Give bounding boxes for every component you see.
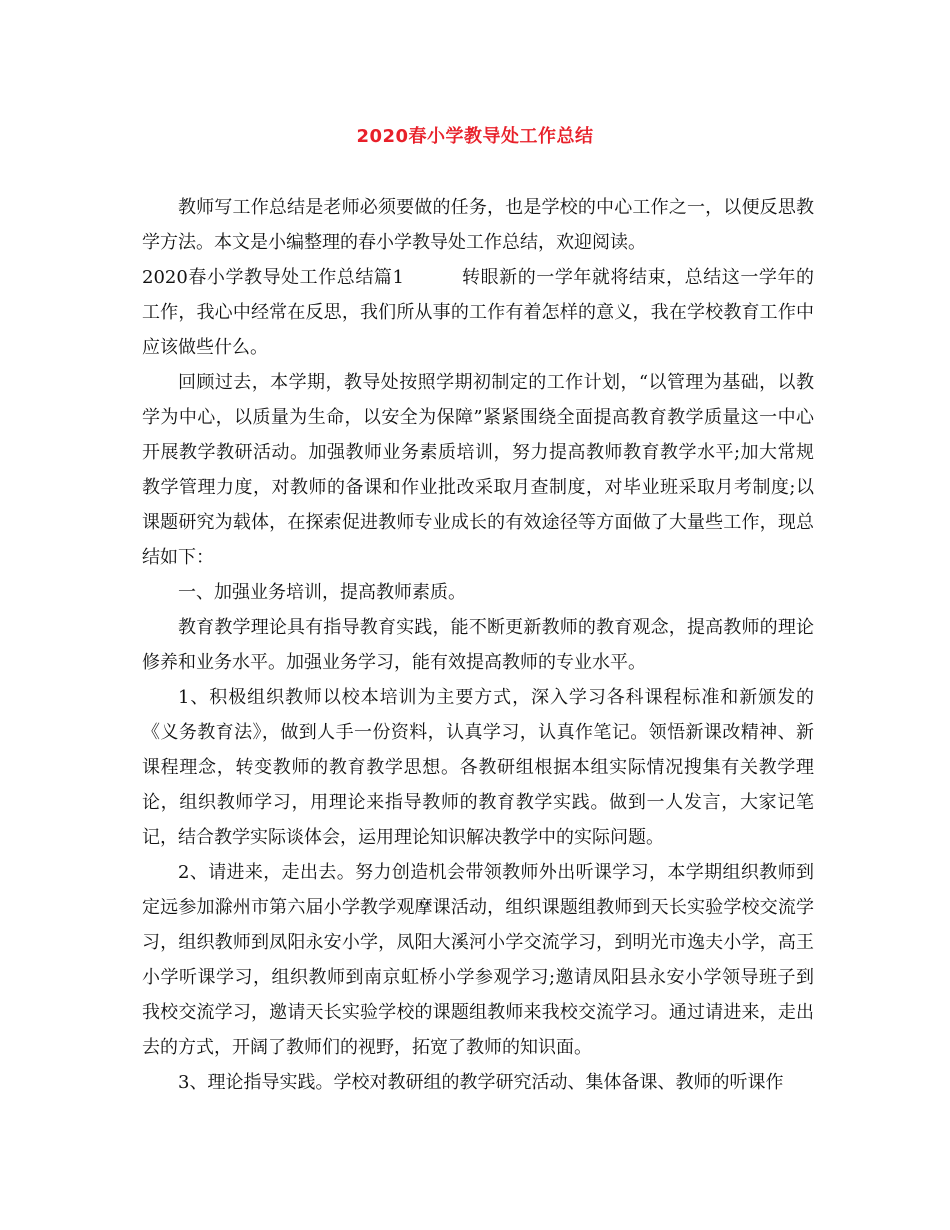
item-3-paragraph: 3、理论指导实践。学校对教研组的教学研究活动、集体备课、教师的听课作 — [178, 1072, 784, 1093]
review-paragraph: 回顾过去，本学期，教导处按照学期初制定的工作计划，“以管理为基础，以教学为中心，以质量为生命，以安全为保障”紧紧围绕全面提高教育教学质量这一中心开展教学教研活动。加强教师业务素质培训，努力提高教师教育教学水平;加大常规教学管理力度，对教师的备课和作业批改采取月查制度，对毕业班采取月考制度;以课题研究为载体，在探索促进教师专业成长的有效途径等方面做了大量些工作，现总结如下： — [142, 372, 814, 568]
item-1-paragraph: 1、积极组织教师以校本培训为主要方式，深入学习各科课程标准和新颁发的《义务教育法》，做到人手一份资料，认真学习，认真作笔记。领悟新课改精神、新课程理念，转变教师的教育教学思想。各教研组根据本组实际情况搜集有关教学理论，组织教师学习，用理论来指导教师的教育教学实践。做到一人发言，大家记笔记，结合教学实际谈体会，运用理论知识解决教学中的实际问题。 — [142, 687, 814, 848]
subheading-paragraph: 一、加强业务培训，提高教师素质。 — [178, 582, 466, 603]
intro-paragraph: 教师写工作总结是老师必须要做的任务，也是学校的中心工作之一，以便反思教学方法。本文是小编整理的春小学教导处工作总结，欢迎阅读。 — [142, 197, 814, 253]
section-paragraph — [142, 260, 814, 365]
theory-paragraph: 教育教学理论具有指导教育实践，能不断更新教师的教育观念，提高教师的理论修养和业务水平。加强业务学习，能有效提高教师的专业水平。 — [142, 617, 814, 673]
document-body — [142, 190, 814, 1100]
item-2-paragraph: 2、请进来，走出去。努力创造机会带领教师外出听课学习，本学期组织教师到定远参加滁州市第六届小学教学观摩课活动，组织课题组教师到天长实验学校交流学习，组织教师到凤阳永安小学，凤阳大溪河小学交流学习，到明光市逸夫小学，高王小学听课学习，组织教师到南京虹桥小学参观学习;邀请凤阳县永安小学领导班子到我校交流学习，邀请天长实验学校的课题组教师来我校交流学习。通过请进来，走出去的方式，开阔了教师们的视野，拓宽了教师的知识面。 — [142, 862, 814, 1058]
section-text: 转眼新的一学年就将结束，总结这一学年的工作，我心中经常在反思，我们所从事的工作有着怎样的意义，我在学校教育工作中应该做些什么。 — [142, 267, 815, 358]
document-title: 2020春小学教导处工作总结 — [356, 126, 594, 147]
section-heading: 2020春小学教导处工作总结篇1 — [142, 267, 404, 288]
